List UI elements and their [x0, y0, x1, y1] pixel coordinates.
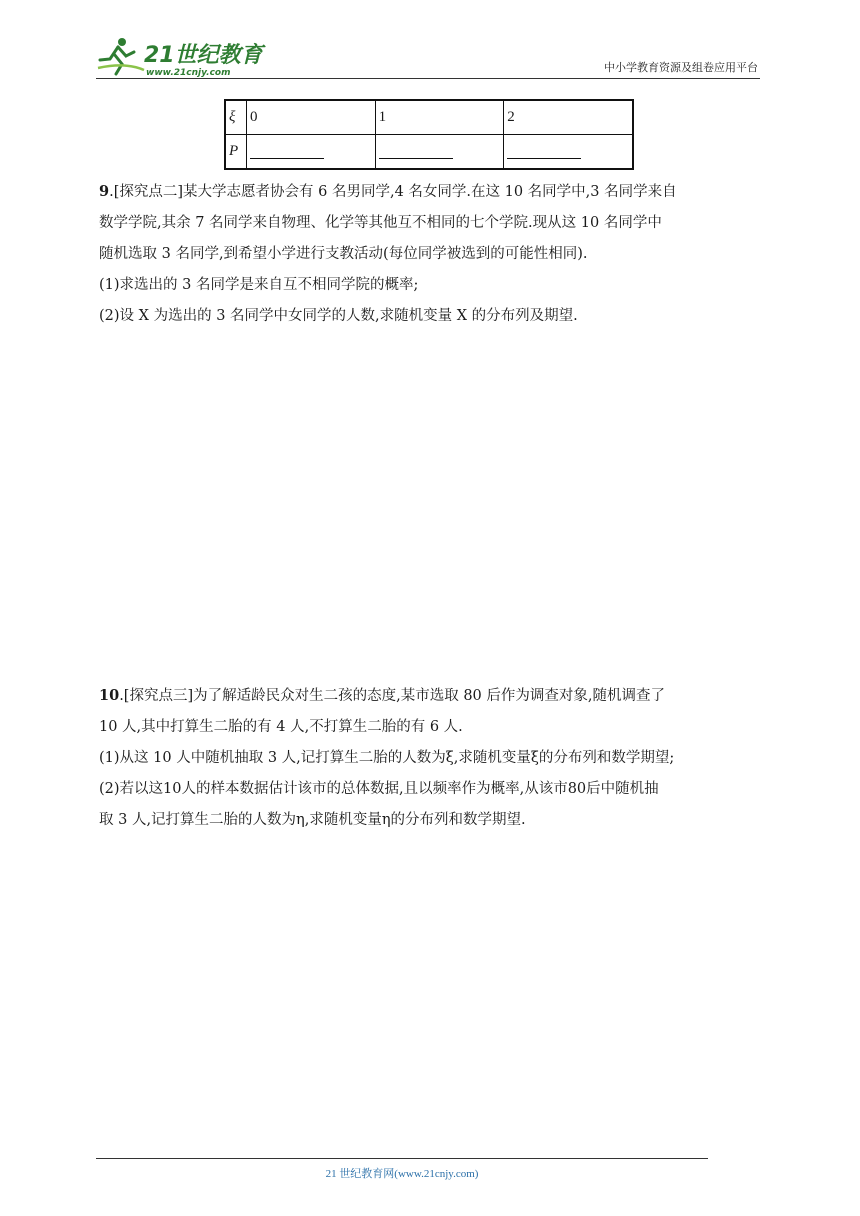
platform-name: 中小学教育资源及组卷应用平台 — [604, 61, 758, 74]
footer-source: 21 世纪教育网(www.21cnjy.com) — [325, 1168, 479, 1180]
question-number: 9 — [99, 183, 110, 200]
table-row — [225, 135, 633, 170]
table-row — [225, 100, 633, 135]
question-line: 10 人,其中打算生二胎的有 4 人,不打算生二胎的有 6 人. — [99, 719, 463, 735]
question-line: 数学学院,其余 7 名同学来自物理、化学等其他互不相同的七个学院.现从这 10 名同学中 — [99, 215, 662, 231]
answer-blank — [379, 140, 453, 159]
answer-blank-cell — [504, 135, 633, 170]
page-header — [96, 34, 760, 79]
question-line: (2)设 X 为选出的 3 名同学中女同学的人数,求随机变量 X 的分布列及期望. — [99, 308, 578, 324]
question-line: 随机选取 3 名同学,到希望小学进行支教活动(每位同学被选到的可能性相同). — [99, 246, 588, 262]
question-number: 10 — [99, 687, 120, 704]
question-line: 取 3 人,记打算生二胎的人数为η,求随机变量η的分布列和数学期望. — [99, 812, 526, 828]
question-10 — [99, 680, 764, 836]
question-line: 10.[探究点三]为了解适龄民众对生二孩的态度,某市选取 80 后作为调查对象,随机调查了 — [99, 687, 665, 704]
question-9 — [99, 176, 764, 332]
footer-divider — [96, 1158, 708, 1159]
answer-blank — [250, 140, 324, 159]
answer-blank-cell — [246, 135, 375, 170]
row-label-p: P — [225, 135, 246, 170]
21cnjy-logo — [96, 34, 266, 78]
table-cell: 1 — [375, 100, 504, 135]
table-cell: 2 — [504, 100, 633, 135]
question-line: (1)从这 10 人中随机抽取 3 人,记打算生二胎的人数为ξ,求随机变量ξ的分布列和数学期望; — [99, 750, 675, 766]
svg-text:www.21cnjy.com: www.21cnjy.com — [146, 68, 231, 78]
question-line: (2)若以这10人的样本数据估计该市的总体数据,且以频率作为概率,从该市80后中随机抽 — [99, 781, 659, 797]
answer-blank-cell — [375, 135, 504, 170]
question-line: (1)求选出的 3 名同学是来自互不相同学院的概率; — [99, 277, 419, 293]
table-cell: 0 — [246, 100, 375, 135]
distribution-table — [224, 99, 634, 170]
answer-blank — [507, 140, 581, 159]
svg-text:21世纪教育: 21世纪教育 — [144, 43, 263, 68]
row-label-xi: ξ — [225, 100, 246, 135]
question-line: 9.[探究点二]某大学志愿者协会有 6 名男同学,4 名女同学.在这 10 名同学中,3 名同学来自 — [99, 183, 677, 200]
